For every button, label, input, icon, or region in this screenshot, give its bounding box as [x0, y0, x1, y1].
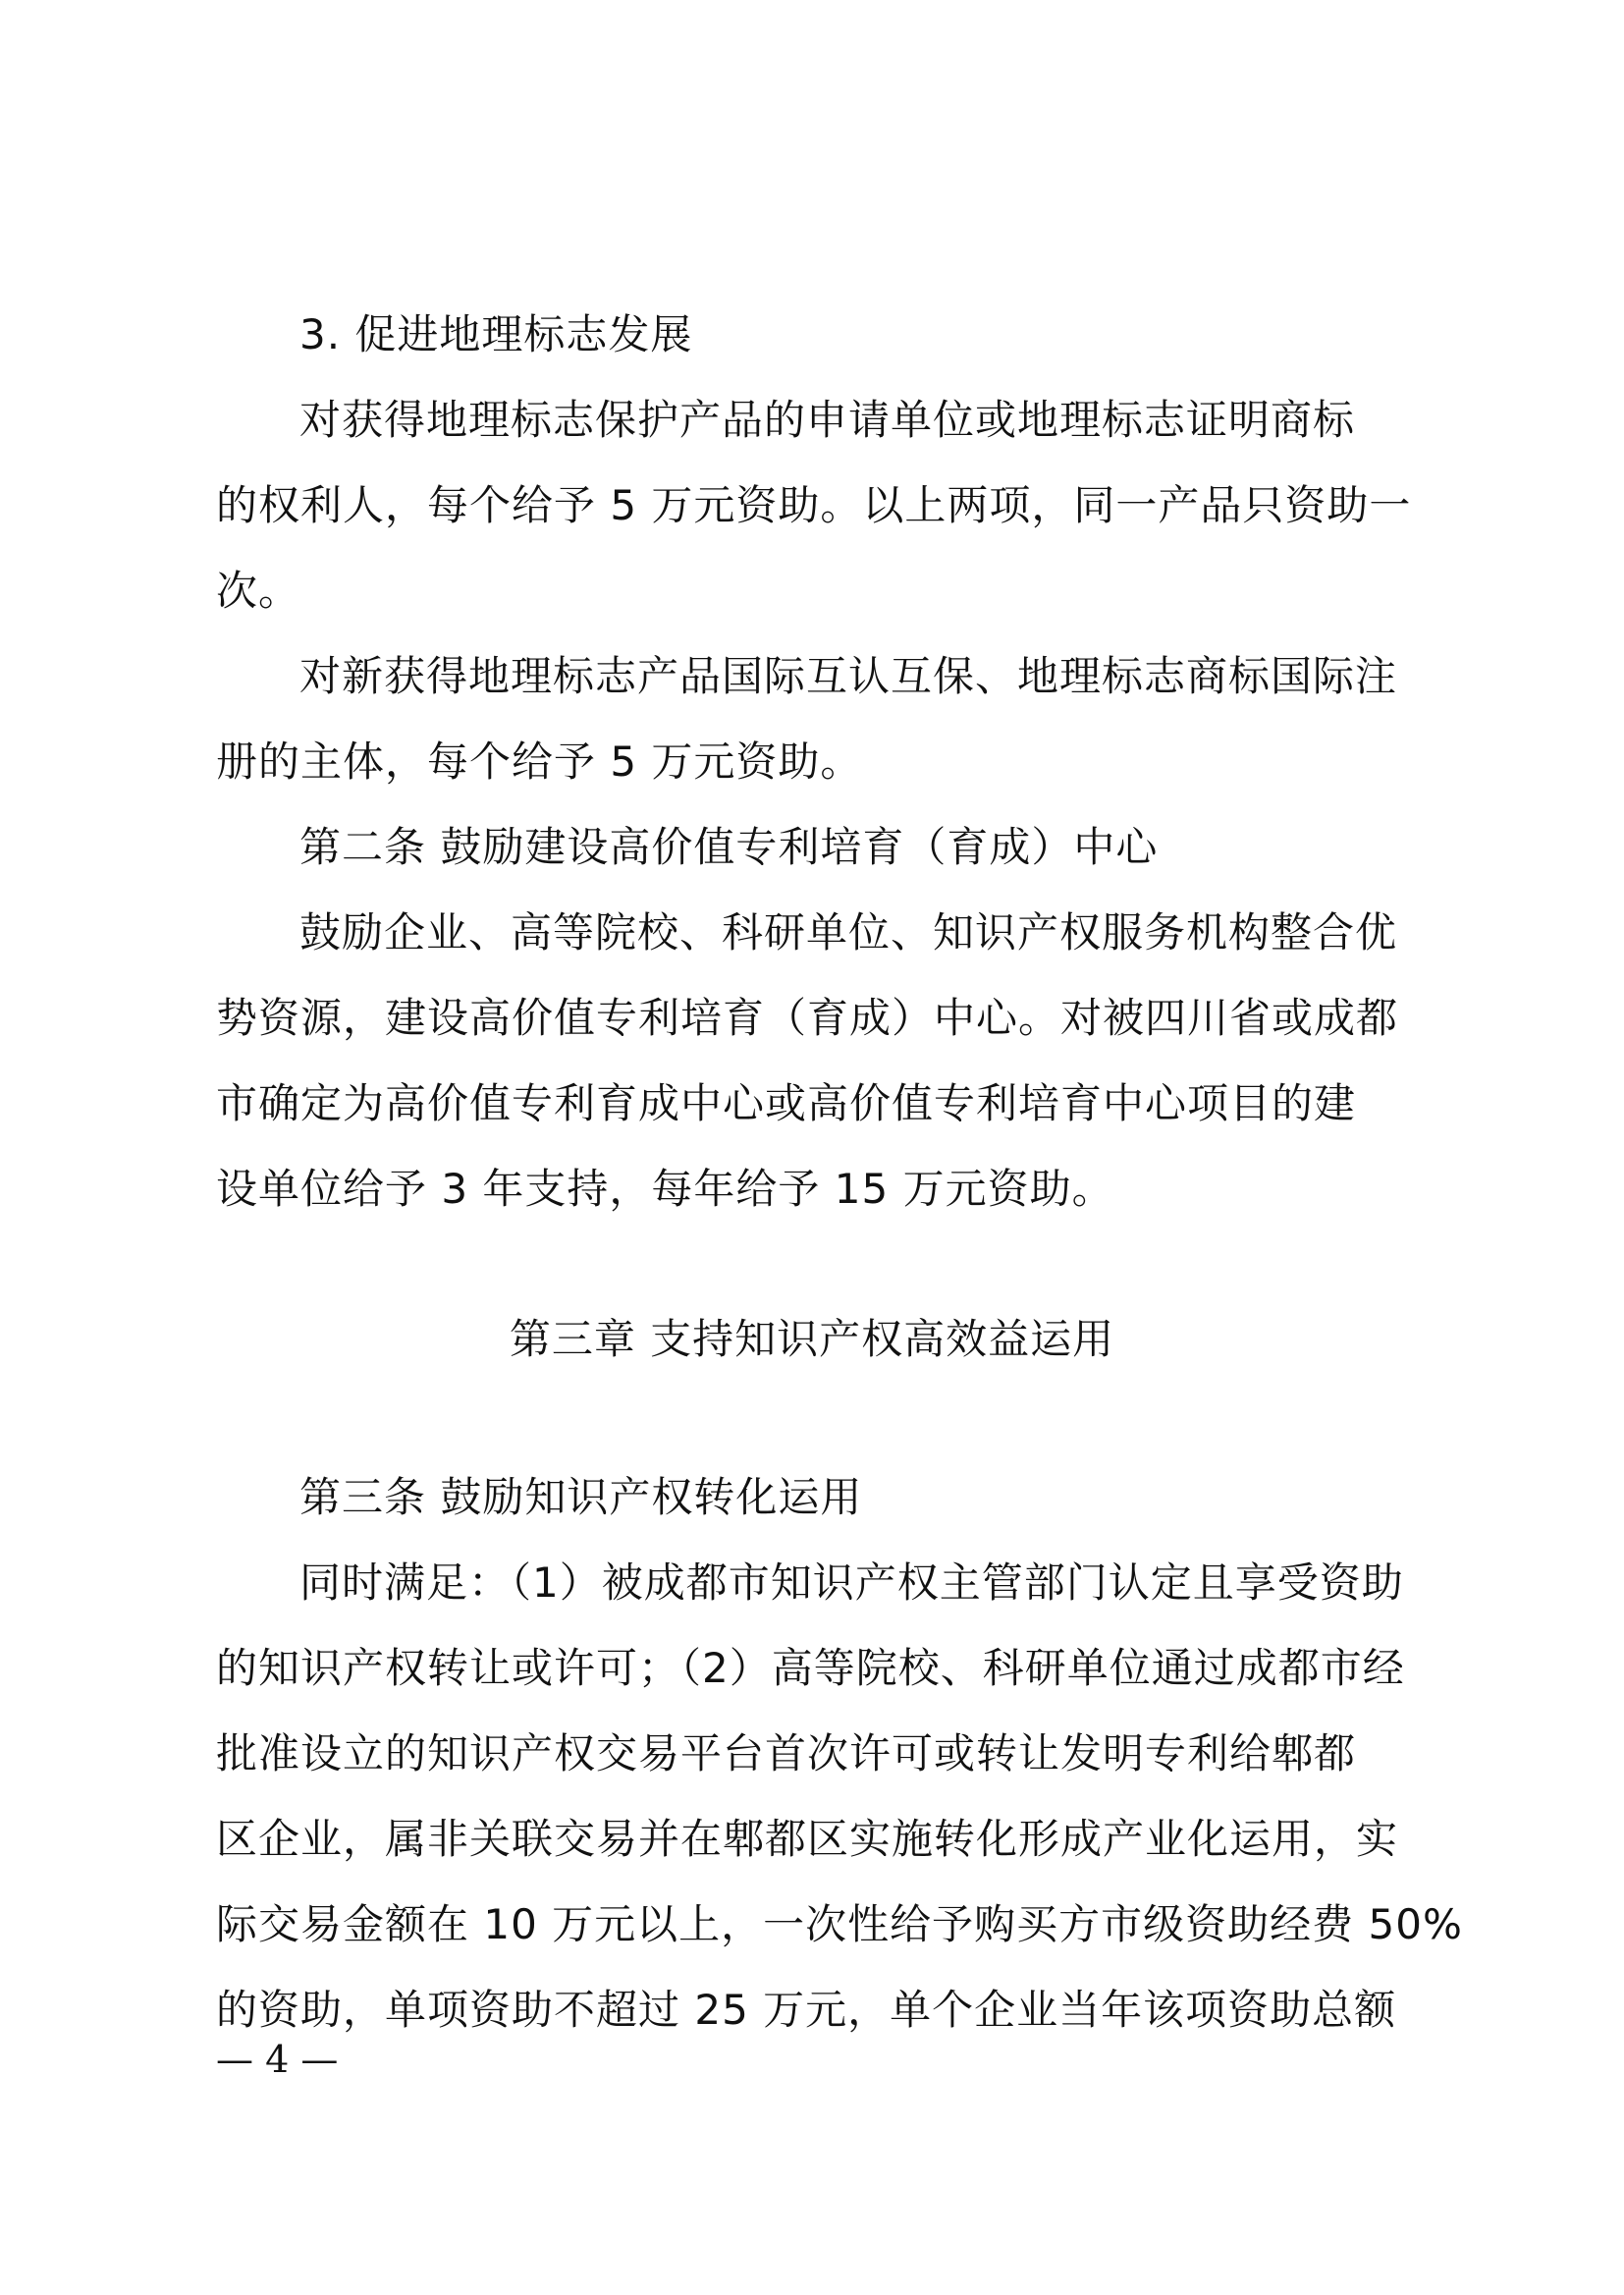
paragraph-line: 势资源，建设高价值专利培育（育成）中心。对被四川省或成都	[216, 994, 1399, 1042]
paragraph-line: 对获得地理标志保护产品的申请单位或地理标志证明商标	[299, 396, 1356, 444]
paragraph-line: 同时满足：（1）被成都市知识产权主管部门认定且享受资助	[299, 1558, 1404, 1607]
paragraph-line: 际交易金额在 10 万元以上，一次性给予购买方市级资助经费 50%	[216, 1900, 1463, 1948]
chapter-heading: 第三章 支持知识产权高效益运用	[509, 1315, 1115, 1363]
paragraph-line: 鼓励企业、高等院校、科研单位、知识产权服务机构整合优	[299, 908, 1398, 956]
article-heading: 第二条 鼓励建设高价值专利培育（育成）中心	[299, 823, 1159, 871]
article-heading: 第三条 鼓励知识产权转化运用	[299, 1473, 863, 1521]
paragraph-line: 的知识产权转让或许可；（2）高等院校、科研单位通过成都市经	[216, 1644, 1405, 1692]
item-heading: 3. 促进地理标志发展	[299, 310, 693, 358]
paragraph-line: 次。	[216, 567, 301, 615]
paragraph-line: 对新获得地理标志产品国际互认互保、地理标志商标国际注	[299, 652, 1398, 700]
paragraph-line: 册的主体，每个给予 5 万元资助。	[216, 738, 863, 786]
paragraph-line: 区企业，属非关联交易并在郫都区实施转化形成产业化运用，实	[216, 1815, 1399, 1863]
page-number: — 4 —	[216, 2038, 339, 2081]
paragraph-line: 设单位给予 3 年支持，每年给予 15 万元资助。	[216, 1165, 1114, 1213]
paragraph-line: 批准设立的知识产权交易平台首次许可或转让发明专利给郫都	[216, 1729, 1357, 1777]
paragraph-line: 的权利人，每个给予 5 万元资助。以上两项，同一产品只资助一	[216, 481, 1412, 529]
paragraph-line: 市确定为高价值专利育成中心或高价值专利培育中心项目的建	[216, 1079, 1357, 1127]
paragraph-line: 的资助，单项资助不超过 25 万元，单个企业当年该项资助总额	[216, 1986, 1397, 2034]
